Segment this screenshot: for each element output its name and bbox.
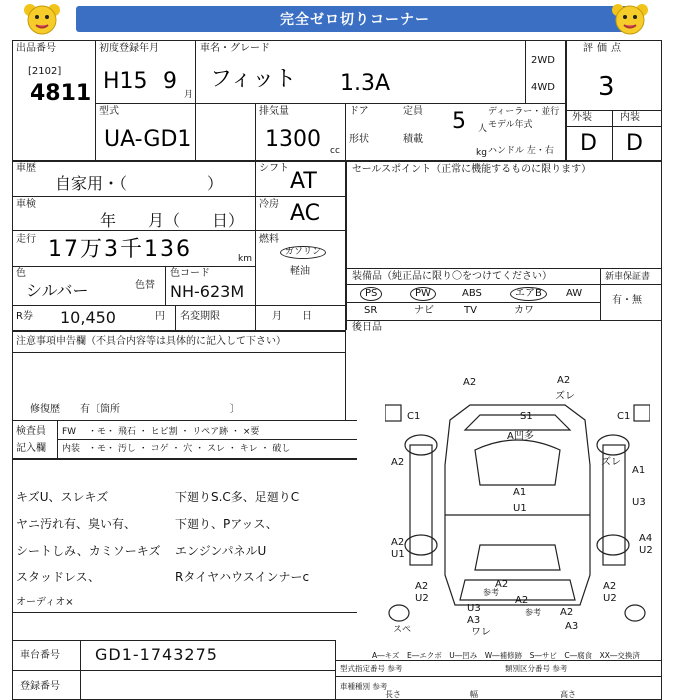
divider bbox=[525, 40, 526, 103]
note-line: 下廻りS.C多、足廻りC bbox=[175, 490, 300, 504]
damage-label: A4 bbox=[639, 533, 653, 544]
divider bbox=[345, 284, 662, 285]
shape-label: 形状 bbox=[349, 134, 369, 145]
color-value: シルバー bbox=[26, 281, 89, 300]
yen-unit: 円 bbox=[155, 311, 165, 322]
exterior-grade: D bbox=[580, 131, 597, 156]
mileage-value: 17万3千136 bbox=[48, 237, 192, 262]
divider bbox=[345, 302, 600, 303]
damage-label: A2 bbox=[391, 457, 405, 468]
fuel-gasoline: ガソリン bbox=[280, 246, 326, 259]
shift-value: AT bbox=[290, 169, 317, 194]
inspection-value: 年 月（ 日） bbox=[100, 211, 245, 230]
equipment-label: 装備品（純正品に限り〇をつけてください） bbox=[352, 271, 552, 282]
damage-label: A1 bbox=[513, 487, 527, 498]
note-line: 下廻り、Pアッス、 bbox=[175, 517, 278, 531]
damage-legend: A―キズ E―エクボ U―凹み W―補修跡 S―サビ C―腐食 XX―交換済 bbox=[372, 651, 640, 660]
notice-label: 注意事項申告欄（不具合内容等は具体的に記入して下さい） bbox=[16, 336, 286, 347]
damage-label: U1 bbox=[513, 503, 527, 514]
shift-label: シフト bbox=[259, 163, 289, 174]
exterior-label: 外装 bbox=[572, 112, 592, 123]
kg-unit: kg bbox=[476, 148, 487, 158]
chassis-label: 車台番号 bbox=[20, 650, 60, 661]
left-mascot-icon bbox=[22, 2, 62, 36]
fw-items: ・モ・ 飛石 ・ ヒビ割 ・ リペア跡 ・ ×要 bbox=[88, 427, 260, 437]
divider bbox=[345, 268, 662, 269]
equip-pw: PW bbox=[410, 287, 436, 301]
right-mascot-icon bbox=[610, 2, 650, 36]
note-line: エンジンパネルU bbox=[175, 544, 267, 558]
note-line: スタッドレス、 bbox=[16, 570, 101, 584]
note-line: シートしみ、カミソーキズ bbox=[16, 544, 161, 558]
divider bbox=[12, 160, 662, 162]
damage-label: A2 bbox=[557, 375, 571, 386]
km-unit: km bbox=[238, 254, 252, 264]
name-change-value: 月 日 bbox=[272, 311, 312, 322]
divider bbox=[565, 40, 567, 160]
divider bbox=[12, 230, 345, 231]
divider bbox=[195, 40, 196, 160]
damage-label: A1 bbox=[632, 465, 646, 476]
divider bbox=[255, 103, 256, 160]
divider bbox=[12, 305, 345, 306]
cc-unit: cc bbox=[330, 146, 340, 156]
first-reg-month: 9 bbox=[163, 69, 177, 94]
history-value: 自家用・（ ） bbox=[55, 174, 224, 193]
inspection-label: 車検 bbox=[16, 199, 36, 210]
equip-ps: PS bbox=[360, 287, 382, 301]
capacity-value: 5 bbox=[452, 109, 466, 134]
sales-point-label: セールスポイント（正常に機能するものに限ります） bbox=[352, 164, 592, 175]
width-label: 幅 bbox=[470, 690, 478, 699]
fuel-label: 燃料 bbox=[259, 234, 279, 245]
note-line: ヤニ汚れ有、臭い有、 bbox=[16, 517, 137, 531]
month-unit: 月 bbox=[184, 90, 194, 100]
equip-aw: AW bbox=[566, 288, 583, 299]
damage-label: U2 bbox=[415, 593, 429, 604]
interior-grade: D bbox=[626, 131, 643, 156]
damage-label: A2 bbox=[603, 581, 617, 592]
divider bbox=[345, 103, 346, 160]
drive-2wd: 2WD bbox=[531, 55, 555, 66]
inspector-label: 検査員 bbox=[16, 426, 46, 437]
capacity-unit: 人 bbox=[478, 124, 488, 134]
load-label: 積載 bbox=[403, 134, 423, 145]
divider bbox=[612, 110, 613, 160]
capacity-label: 定員 bbox=[403, 106, 423, 117]
later-items-label: 後日品 bbox=[352, 322, 382, 333]
divider bbox=[335, 660, 662, 661]
handle-label: ハンドル 左・右 bbox=[488, 146, 554, 156]
door-label: ドア bbox=[349, 106, 369, 117]
damage-label: スペ bbox=[393, 625, 412, 635]
registration-label: 登録番号 bbox=[20, 681, 60, 692]
equip-sr: SR bbox=[364, 305, 378, 316]
repair-history: 修復歴 有〔箇所 〕 bbox=[30, 404, 240, 415]
first-reg-label: 初度登録年月 bbox=[99, 43, 159, 54]
divider bbox=[12, 612, 357, 613]
recycle-value: 10,450 bbox=[60, 308, 116, 327]
divider bbox=[565, 126, 662, 127]
divider bbox=[95, 40, 96, 160]
diagram-labels bbox=[385, 375, 653, 638]
damage-label: A2 bbox=[495, 579, 509, 590]
equip-navi: ナビ bbox=[414, 305, 434, 316]
divider bbox=[335, 640, 336, 700]
lot-sub: [2102] bbox=[28, 66, 62, 77]
class-ref: 類別区分番号 参考 bbox=[505, 664, 568, 673]
damage-label: A2 bbox=[560, 607, 574, 618]
divider bbox=[175, 305, 176, 330]
color-code-value: NH-623M bbox=[170, 282, 245, 301]
damage-label: A3 bbox=[467, 615, 481, 626]
fw-label: FW bbox=[62, 427, 77, 437]
ac-value: AC bbox=[290, 201, 321, 226]
page-title: 完全ゼロ切りコーナー bbox=[76, 6, 634, 32]
ac-label: 冷房 bbox=[259, 199, 279, 210]
divider bbox=[335, 676, 662, 677]
name-change-label: 名変期限 bbox=[180, 311, 220, 322]
damage-label: C1 bbox=[617, 411, 631, 422]
grade-value: 1.3A bbox=[340, 71, 391, 96]
model-year-label: モデル年式 bbox=[488, 120, 533, 130]
score-value: 3 bbox=[598, 72, 615, 102]
type-ref: 型式指定番号 参考 bbox=[340, 664, 403, 673]
chassis-number: GD1-1743275 bbox=[95, 645, 218, 664]
interior-label: 内装 bbox=[620, 112, 640, 123]
damage-label: U2 bbox=[639, 545, 653, 556]
score-label: 評価点 bbox=[583, 43, 625, 54]
color-code-label: 色コード bbox=[170, 268, 210, 279]
divider bbox=[95, 103, 565, 104]
fuel-diesel: 軽油 bbox=[290, 266, 310, 277]
divider bbox=[12, 330, 345, 332]
equip-airbag: エアB bbox=[510, 287, 547, 301]
new-warranty-value: 有・無 bbox=[612, 295, 642, 306]
model-value: UA-GD1 bbox=[104, 127, 192, 152]
first-reg-value: H15 bbox=[103, 69, 148, 94]
divider bbox=[345, 330, 346, 420]
note-line: オーディオ× bbox=[16, 597, 74, 608]
mileage-label: 走行 bbox=[16, 234, 36, 245]
ref-note: 参考 bbox=[525, 608, 541, 617]
color-label: 色 bbox=[16, 268, 26, 279]
divider bbox=[57, 439, 357, 440]
recycle-label: R券 bbox=[16, 311, 33, 322]
divider bbox=[565, 110, 662, 111]
divider bbox=[345, 160, 347, 330]
car-name: フィット bbox=[210, 67, 297, 92]
displacement-value: 1300 bbox=[265, 127, 321, 152]
damage-label: U1 bbox=[391, 549, 405, 560]
model-label: 型式 bbox=[99, 106, 119, 117]
equip-abs: ABS bbox=[462, 288, 482, 299]
vehicle-kind: 車種種別 参考 bbox=[340, 682, 388, 691]
divider bbox=[12, 670, 335, 671]
damage-label: A2 bbox=[463, 377, 477, 388]
damage-label: S1 bbox=[520, 411, 533, 422]
divider bbox=[12, 352, 345, 353]
length-label: 長さ bbox=[385, 690, 401, 699]
equip-tv: TV bbox=[464, 305, 477, 316]
ref-note: 参考 bbox=[483, 588, 499, 597]
damage-label: ワレ bbox=[471, 627, 491, 638]
displacement-label: 排気量 bbox=[259, 106, 289, 117]
lot-number: 4811 bbox=[30, 81, 92, 106]
lot-label: 出品番号 bbox=[16, 43, 56, 54]
history-label: 車歴 bbox=[16, 163, 36, 174]
name-label: 車名・グレード bbox=[200, 43, 270, 54]
divider bbox=[165, 266, 166, 305]
divider bbox=[600, 268, 601, 320]
divider bbox=[12, 640, 335, 641]
equip-leather: カワ bbox=[514, 305, 534, 316]
dealer-label: ディーラー・並行 bbox=[488, 107, 560, 117]
drive-4wd: 4WD bbox=[531, 82, 555, 93]
damage-label: ズレ bbox=[601, 457, 621, 468]
divider bbox=[12, 196, 345, 197]
damage-label: U2 bbox=[603, 593, 617, 604]
divider bbox=[12, 420, 357, 421]
note-line: キズU、スレキズ bbox=[16, 490, 109, 504]
divider bbox=[345, 320, 662, 321]
damage-label: A2 bbox=[415, 581, 429, 592]
int-label: 内装 bbox=[62, 444, 81, 454]
damage-label: C1 bbox=[407, 411, 421, 422]
height-label: 高さ bbox=[560, 690, 576, 699]
divider bbox=[12, 266, 255, 267]
damage-label: U3 bbox=[632, 497, 646, 508]
entry-label: 記入欄 bbox=[16, 443, 46, 454]
damage-label: ズレ bbox=[555, 391, 575, 402]
divider bbox=[12, 458, 357, 460]
damage-label: A2 bbox=[391, 537, 405, 548]
damage-label: U3 bbox=[467, 603, 481, 614]
damage-label: A3 bbox=[565, 621, 579, 632]
new-warranty-label: 新車保証書 bbox=[605, 272, 651, 282]
color-change-label: 色替 bbox=[135, 280, 155, 291]
int-items: ・モ・ 汚し ・ コゲ ・ 穴 ・ スレ ・ キレ ・ 破し bbox=[88, 444, 291, 454]
damage-label: A2 bbox=[515, 595, 529, 606]
damage-label: A凹多 bbox=[507, 431, 534, 442]
note-line: Rタイヤハウスインナーc bbox=[175, 570, 310, 584]
